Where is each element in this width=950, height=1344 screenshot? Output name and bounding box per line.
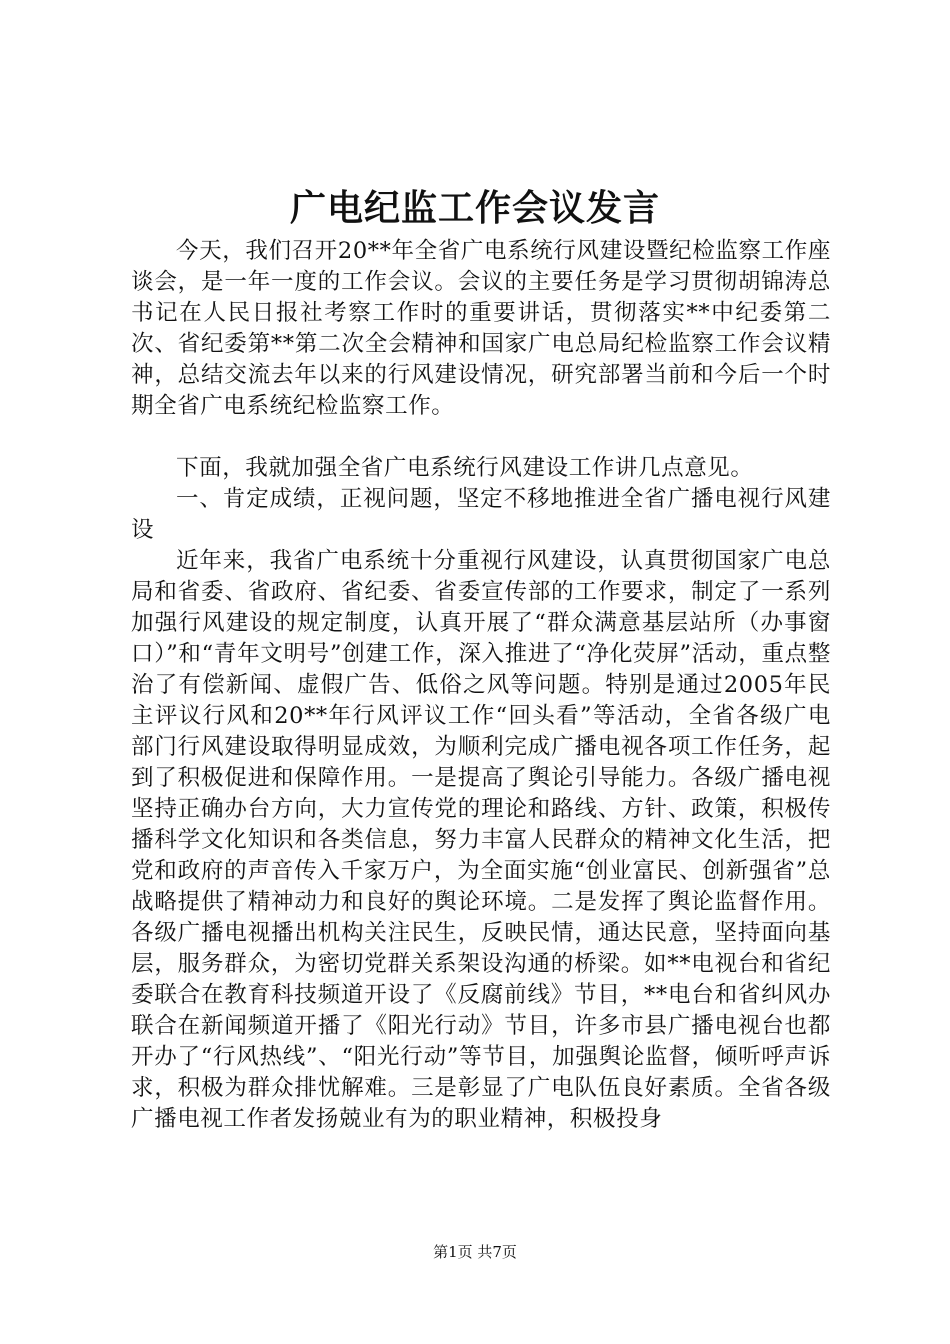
document-title: 广电纪监工作会议发言 [289, 187, 660, 229]
paragraph-intro: 今天，我们召开20**年全省广电系统行风建设暨纪检监察工作座谈会，是一年一度的工作会议。会议的主要任务是学习贯彻胡锦涛总书记在人民日报社考察工作时的重要讲话，贯彻落实**中纪委第二次、省纪委第**第二次全会精神和国家广电总局纪检监察工作会议精神，总结交流去年以来的行风建设情况，研究部署当前和今后一个时期全省广电系统纪检监察工作。 [131, 238, 831, 419]
paragraph-gap [131, 422, 831, 453]
section-heading-1: 一、肯定成绩，正视问题，坚定不移地推进全省广播电视行风建设 [131, 486, 831, 543]
page-number: 第1页 共7页 [433, 1243, 517, 1261]
document-body [131, 236, 831, 1135]
paragraph-opinions: 下面，我就加强全省广电系统行风建设工作讲几点意见。 [176, 455, 754, 481]
paragraph-achievements: 近年来，我省广电系统十分重视行风建设，认真贯彻国家广电总局和省委、省政府、省纪委、省委宣传部的工作要求，制定了一系列加强行风建设的规定制度，认真开展了“群众满意基层站所（办事窗口）”和“青年文明号”创建工作，深入推进了“净化荧屏”活动，重点整治了有偿新闻、虚假广告、低俗之风等问题。特别是通过2005年民主评议行风和20**年行风评议工作“回头看”等活动，全省各级广电部门行风建设取得明显成效，为顺利完成广播电视各项工作任务，起到了积极促进和保障作用。一是提高了舆论引导能力。各级广播电视坚持正确办台方向，大力宣传党的理论和路线、方针、政策，积极传播科学文化知识和各类信息，努力丰富人民群众的精神文化生活，把党和政府的声音传入千家万户，为全面实施“创业富民、创新强省”总战略提供了精神动力和良好的舆论环境。二是发挥了舆论监督作用。各级广播电视播出机构关注民生，反映民情，通达民意，坚持面向基层，服务群众，为密切党群关系架设沟通的桥梁。如**电视台和省纪委联合在教育科技频道开设了《反腐前线》节目，**电台和省纠风办联合在新闻频道开播了《阳光行动》节目，许多市县广播电视台也都开办了“行风热线”、“阳光行动”等节目，加强舆论监督，倾听呼声诉求，积极为群众排忧解难。三是彰显了广电队伍良好素质。全省各级广播电视工作者发扬兢业有为的职业精神，积极投身 [131, 548, 831, 1132]
